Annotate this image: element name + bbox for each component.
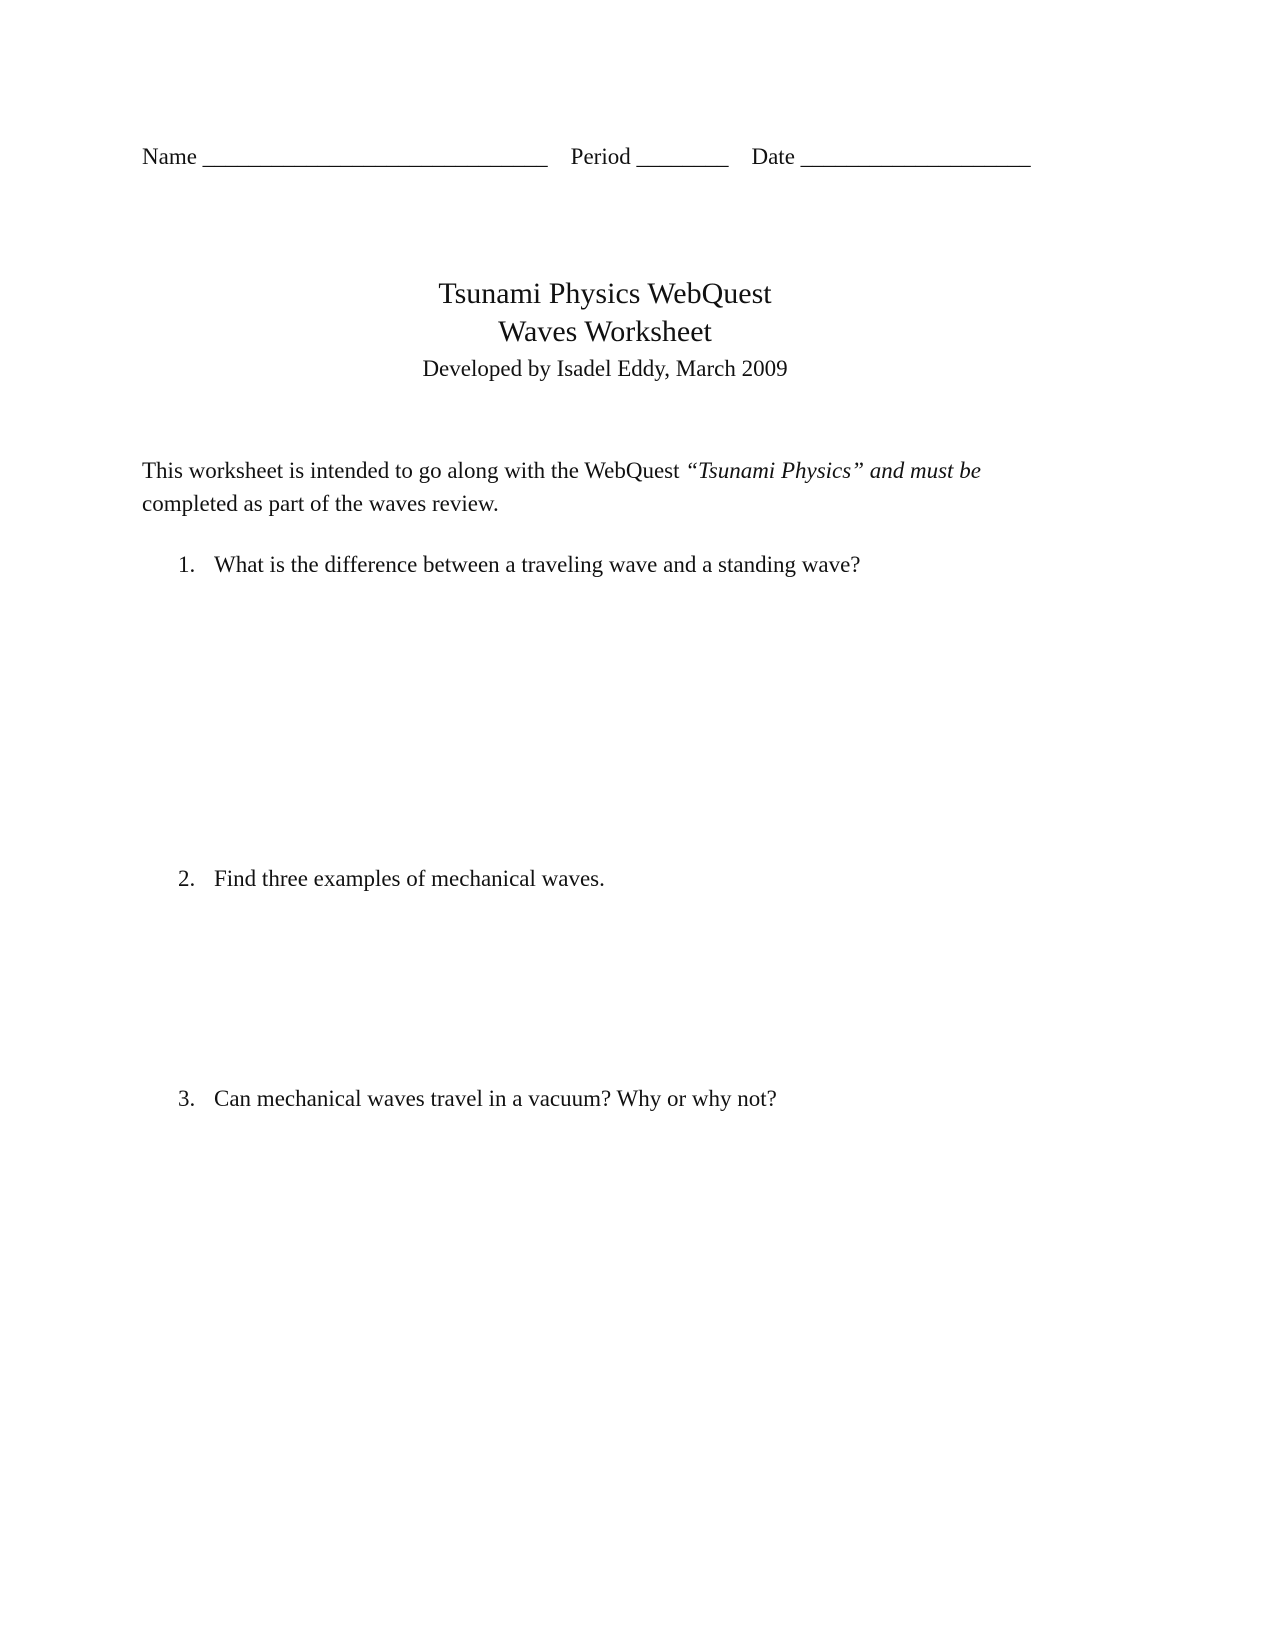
question-number: 1. bbox=[178, 552, 196, 577]
question-text: Can mechanical waves travel in a vacuum? Why or why not? bbox=[214, 1086, 777, 1111]
author-credit: Developed by Isadel Eddy, March 2009 bbox=[422, 356, 788, 381]
name-blank: ______________________________ bbox=[202, 144, 548, 169]
worksheet-subtitle: Waves Worksheet bbox=[498, 315, 712, 348]
period-label: Period bbox=[570, 144, 631, 169]
question-text: Find three examples of mechanical waves. bbox=[214, 866, 605, 891]
intro-text-start: This worksheet is intended to go along with the WebQuest bbox=[142, 458, 686, 483]
worksheet-title: Tsunami Physics WebQuest bbox=[438, 277, 772, 310]
student-info-line bbox=[142, 142, 1031, 172]
question-number: 3. bbox=[178, 1086, 196, 1111]
question-text: What is the difference between a traveling wave and a standing wave? bbox=[214, 552, 861, 577]
date-label: Date bbox=[751, 144, 795, 169]
name-label: Name bbox=[142, 144, 197, 169]
question-1 bbox=[178, 550, 860, 580]
intro-italic-text: “Tsunami Physics” and must be bbox=[685, 458, 981, 483]
intro-text-end: completed as part of the waves review. bbox=[142, 491, 499, 516]
question-number: 2. bbox=[178, 866, 196, 891]
question-3 bbox=[178, 1084, 777, 1114]
intro-paragraph bbox=[142, 454, 1042, 520]
date-blank: ____________________ bbox=[800, 144, 1031, 169]
question-2 bbox=[178, 864, 605, 894]
period-blank: ________ bbox=[636, 144, 729, 169]
